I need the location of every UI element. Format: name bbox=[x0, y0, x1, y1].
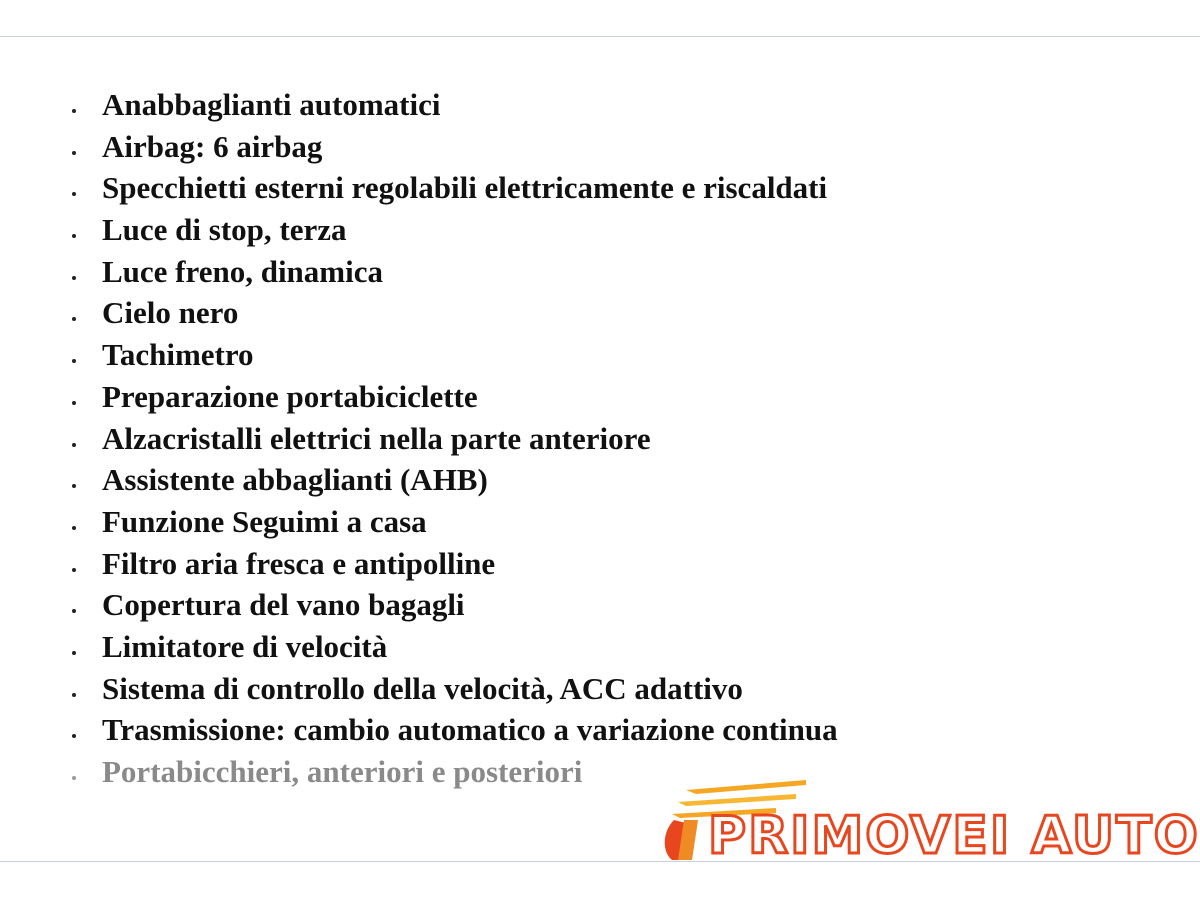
bullet-icon bbox=[72, 651, 76, 655]
feature-text: Luce di stop, terza bbox=[102, 212, 347, 248]
bullet-icon bbox=[72, 776, 76, 780]
feature-text: Filtro aria fresca e antipolline bbox=[102, 545, 496, 581]
feature-item bbox=[68, 626, 838, 668]
bullet-icon bbox=[72, 234, 76, 238]
feature-item bbox=[68, 459, 838, 501]
feature-text: Funzione Seguimi a casa bbox=[102, 503, 427, 539]
feature-text: Airbag: 6 airbag bbox=[102, 128, 323, 164]
feature-text: Alzacristalli elettrici nella parte anteriore bbox=[102, 420, 651, 456]
dealer-logo bbox=[656, 780, 1200, 870]
bullet-icon bbox=[72, 151, 76, 155]
feature-text: Portabicchieri, anteriori e posteriori bbox=[102, 754, 583, 789]
feature-text: Cielo nero bbox=[102, 295, 239, 331]
feature-item bbox=[68, 668, 838, 710]
feature-text: Specchietti esterni regolabili elettricamente e riscaldati bbox=[102, 170, 828, 206]
feature-text: Assistente abbaglianti (AHB) bbox=[102, 462, 488, 498]
feature-list bbox=[68, 84, 838, 793]
bullet-icon bbox=[72, 276, 76, 280]
feature-item bbox=[68, 501, 838, 543]
feature-item bbox=[68, 334, 838, 376]
bullet-icon bbox=[72, 192, 76, 196]
feature-item bbox=[68, 126, 838, 168]
bullet-icon bbox=[72, 443, 76, 447]
feature-item bbox=[68, 251, 838, 293]
feature-item bbox=[68, 167, 838, 209]
feature-item bbox=[68, 292, 838, 334]
bullet-icon bbox=[72, 526, 76, 530]
feature-item bbox=[68, 543, 838, 585]
bullet-icon bbox=[72, 401, 76, 405]
bullet-icon bbox=[72, 734, 76, 738]
bullet-icon bbox=[72, 484, 76, 488]
feature-item bbox=[68, 584, 838, 626]
bullet-icon bbox=[72, 568, 76, 572]
feature-item bbox=[68, 709, 838, 751]
bullet-icon bbox=[72, 693, 76, 697]
feature-text: Luce freno, dinamica bbox=[102, 253, 383, 289]
feature-item bbox=[68, 84, 838, 126]
bullet-icon bbox=[72, 359, 76, 363]
bullet-icon bbox=[72, 609, 76, 613]
feature-item bbox=[68, 209, 838, 251]
feature-item bbox=[68, 418, 838, 460]
feature-item bbox=[68, 376, 838, 418]
feature-text: Tachimetro bbox=[102, 337, 254, 373]
feature-text: Preparazione portabiciclette bbox=[102, 378, 478, 414]
bullet-icon bbox=[72, 317, 76, 321]
feature-text: Copertura del vano bagagli bbox=[102, 587, 465, 623]
logo-text: PRIMOVEI AUTO bbox=[708, 806, 1200, 866]
feature-text: Trasmissione: cambio automatico a variazione continua bbox=[102, 712, 838, 748]
bullet-icon bbox=[72, 109, 76, 113]
feature-text: Limitatore di velocità bbox=[102, 628, 388, 664]
feature-text: Sistema di controllo della velocità, ACC adattivo bbox=[102, 670, 743, 706]
feature-text: Anabbaglianti automatici bbox=[102, 87, 441, 122]
